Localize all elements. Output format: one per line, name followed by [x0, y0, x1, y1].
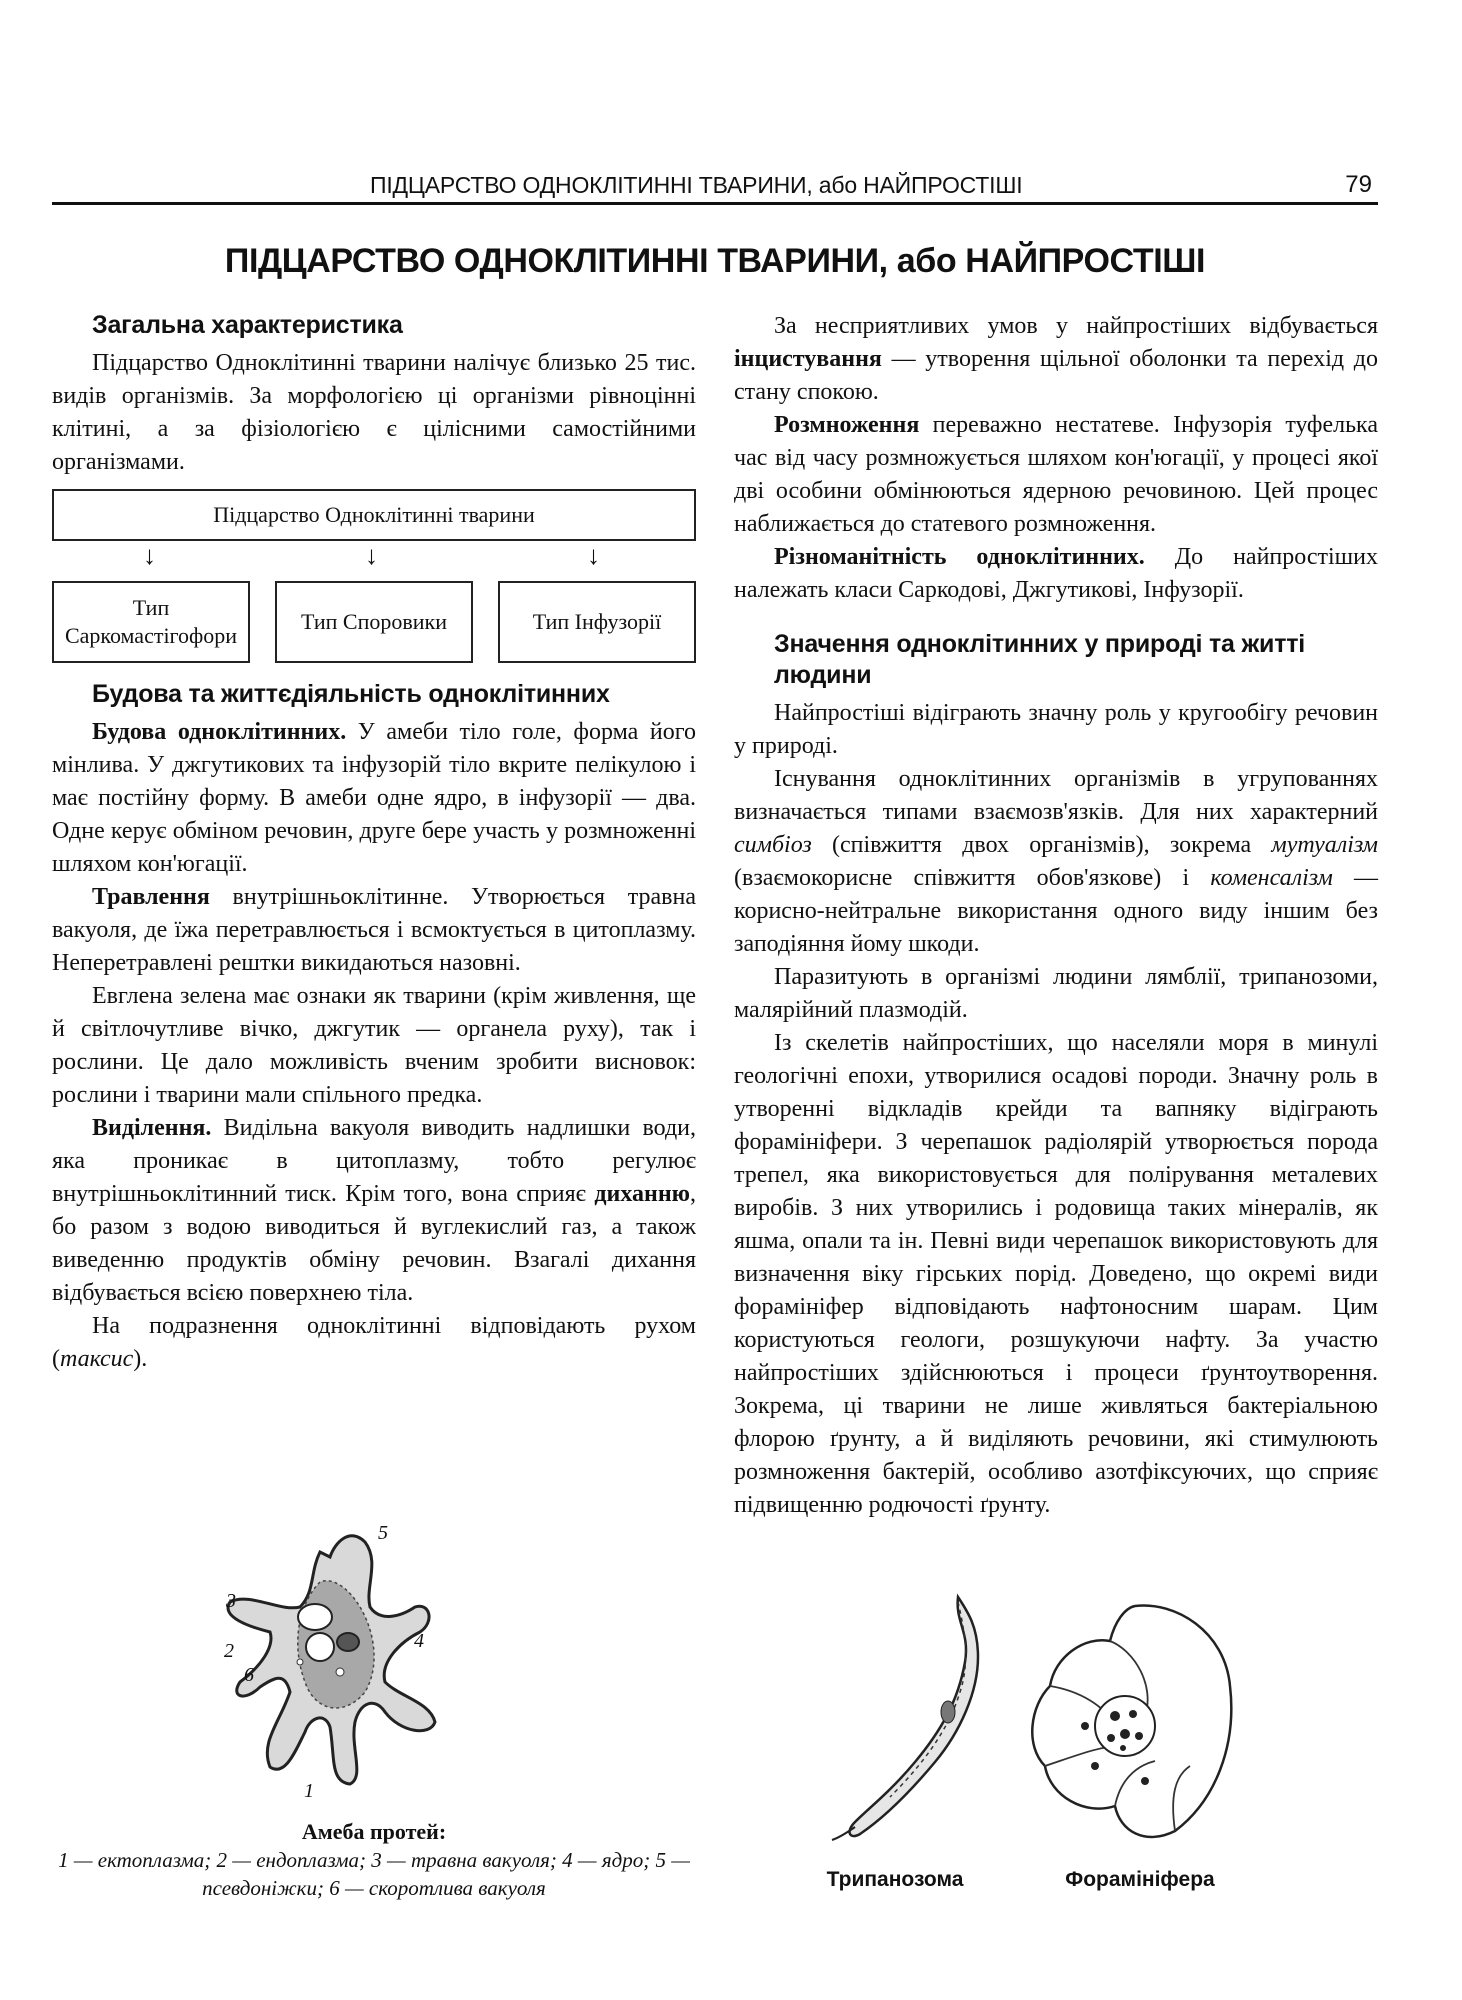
label-3: 3 — [226, 1590, 236, 1612]
trypanosoma-illustration — [830, 1592, 990, 1842]
text-rel-1: Існування одноклітинних організмів в угрупованнях визначається типами взаємозв'язків. Для них характерний — [734, 766, 1378, 825]
term-taxis: таксис — [60, 1346, 134, 1372]
page-number: 79 — [1345, 171, 1372, 198]
heading-structure: Будова та життєдіяльність одноклітинних — [92, 680, 610, 708]
running-title: ПІДЦАРСТВО ОДНОКЛІТИННІ ТВАРИНИ, або НАЙПРОСТІШІ — [370, 172, 1023, 198]
term-commensalism: коменсалізм — [1210, 865, 1333, 891]
term-mutualism: мутуалізм — [1271, 832, 1378, 858]
foraminifera-figure — [1025, 1596, 1245, 1846]
paragraph-euglena: Евглена зелена має ознаки як тварини (крім живлення, ще й світлочутливе вічко, джгутик — органела руху), так і рослини. Це дало можливість вченим зробити висновок: рослини і тварини мали спільного предка. — [52, 983, 696, 1108]
text-rel-3: (взаємокорисне співжиття обов'язкове) і — [734, 865, 1211, 891]
text-digestion: внутрішньоклітинне. Утворюється травна вакуоля, де їжа перетравлюється і всмоктується в цитоплазму. Неперетравлені рештки викидаються назовні. — [52, 884, 696, 976]
classification-scheme — [52, 489, 696, 665]
amoeba-illustration — [200, 1522, 460, 1812]
paragraph-excretion — [52, 1112, 696, 1310]
trypanosoma-label: Трипанозома — [826, 1868, 964, 1891]
arrow-down-icon: ↓ — [365, 541, 378, 570]
text-cyst-2: — утворення щільної оболонки та перехід до стану спокою. — [734, 346, 1378, 405]
scheme-top-box: Підцарство Одноклітинні тварини — [52, 489, 696, 541]
amoeba-figure — [200, 1522, 460, 1812]
running-header — [52, 168, 1378, 205]
arrow-down-icon: ↓ — [143, 541, 156, 570]
text-taxis-2: ). — [133, 1346, 148, 1372]
text-reproduction: переважно нестатеве. Інфузорія туфелька час від часу розмножується шляхом кон'югації, у процесі якої дві особини обмінюються ядерною речовиною. Цей процес наближається до статевого розмноження. — [734, 412, 1378, 537]
foraminifera-illustration — [1025, 1596, 1245, 1846]
term-digestion: Травлення — [92, 884, 210, 910]
foraminifera-label: Форамініфера — [1065, 1868, 1215, 1891]
paragraph-parasites: Паразитують в організмі людини лямблії, трипанозоми, малярійний плазмодій. — [734, 964, 1378, 1023]
paragraph-general: Підцарство Одноклітинні тварини налічує близько 25 тис. видів організмів. За морфологією ці організми рівноцінні клітині, а за фізіологією є цілісними самостійними організмами. — [52, 350, 696, 475]
right-column — [734, 310, 1378, 1522]
term-diversity: Різноманітність одноклітинних. — [774, 544, 1145, 570]
label-6: 6 — [244, 1664, 254, 1686]
paragraph-digestion — [52, 881, 696, 980]
heading-importance: Значення одноклітинних у природі та житті людини — [774, 630, 1306, 689]
heading-general: Загальна характеристика — [92, 311, 403, 339]
left-column — [52, 310, 696, 1376]
term-encystment: інцистування — [734, 346, 882, 372]
amoeba-caption-title: Амеба протей: — [301, 1819, 447, 1844]
text-diversity: До найпростіших належать класи Саркодові, Джгутикові, Інфузорії. — [734, 544, 1378, 603]
scheme-box-sporozoa: Тип Споровики — [275, 581, 473, 663]
paragraph-taxis — [52, 1310, 696, 1376]
text-rel-2: (співжиття двох організмів), зокрема — [811, 832, 1272, 858]
text-excretion-2: , бо разом з водою виводиться й вуглекислий газ, а також виведенню продуктів обміну речовин. Взагалі дихання відбувається всією поверхнею тіла. — [52, 1181, 696, 1306]
term-structure: Будова одноклітинних. — [92, 719, 347, 745]
page-title: ПІДЦАРСТВО ОДНОКЛІТИННІ ТВАРИНИ, або НАЙПРОСТІШІ — [224, 242, 1206, 280]
label-4: 4 — [414, 1630, 424, 1652]
text-excretion-1: Видільна вакуоля виводить надлишки води, яка проникає в цитоплазму, тобто регулює внутрішньоклітинний тиск. Крім того, вона сприяє — [52, 1115, 696, 1207]
term-respiration: диханню — [594, 1181, 690, 1207]
paragraph-encystment — [734, 310, 1378, 409]
amoeba-caption-text: 1 — ектоплазма; 2 — ендоплазма; 3 — травна вакуоля; 4 — ядро; 5 — псевдоніжки; 6 — скоротлива вакуоля — [58, 1848, 690, 1900]
text-cyst-1: За несприятливих умов у найпростіших відбувається — [774, 313, 1378, 339]
amoeba-caption — [52, 1818, 696, 1902]
text-taxis-1: На подразнення одноклітинні відповідають рухом ( — [52, 1313, 696, 1372]
trypanosoma-figure — [830, 1592, 990, 1842]
text-rel-4: — корисно-нейтральне використання одного виду іншим без заподіяння йому шкоди. — [734, 865, 1379, 957]
text-structure: У амеби тіло голе, форма його мінлива. У джгутикових та інфузорій тіло вкрите пелікулою і має постійну форму. В амеби одне ядро, в інфузорії — два. Одне керує обміном речовин, друге бере участь у розмноженні шляхом кон'югації. — [52, 719, 696, 877]
paragraph-reproduction — [734, 409, 1378, 541]
term-reproduction: Розмноження — [774, 412, 920, 438]
scheme-box-ciliophora: Тип Інфузорії — [498, 581, 696, 663]
term-excretion: Виділення. — [92, 1115, 212, 1141]
arrow-down-icon: ↓ — [587, 541, 600, 570]
paragraph-structure — [52, 716, 696, 881]
scheme-box-sarcomastigophora: Тип Саркомастігофори — [52, 581, 250, 663]
term-symbiosis: симбіоз — [734, 832, 812, 858]
paragraph-cycle: Найпростіші відіграють значну роль у кругообігу речовин у природі. — [734, 700, 1378, 759]
label-2: 2 — [224, 1640, 234, 1662]
paragraph-relations — [734, 763, 1378, 961]
label-5: 5 — [378, 1522, 388, 1544]
label-1: 1 — [304, 1780, 314, 1802]
paragraph-diversity — [734, 541, 1378, 607]
paragraph-skeletons: Із скелетів найпростіших, що населяли моря в минулі геологічні епохи, утворилися осадові породи. Значну роль в утворенні відкладів крейди та вапняку відіграють форамініфери. З черепашок радіолярій утворюється порода трепел, яка використовується для полірування металевих виробів. З них утворились і родовища таких мінералів, як яшма, опали та ін. Певні види черепашок використовують для визначення віку гірських порід. Доведено, що окремі види форамініфер відповідають нафтоносним шарам. Цим користуються геологи, розшукуючи нафту. За участю найпростіших здійснюються і процеси ґрунтоутворення. Зокрема, ці тварини не лише живляться бактеріальною флорою ґрунту, а й виділяють речовини, які стимулюють розмноження бактерій, особливо азотфіксуючих, що сприяє підвищенню родючості ґрунту. — [734, 1030, 1378, 1518]
